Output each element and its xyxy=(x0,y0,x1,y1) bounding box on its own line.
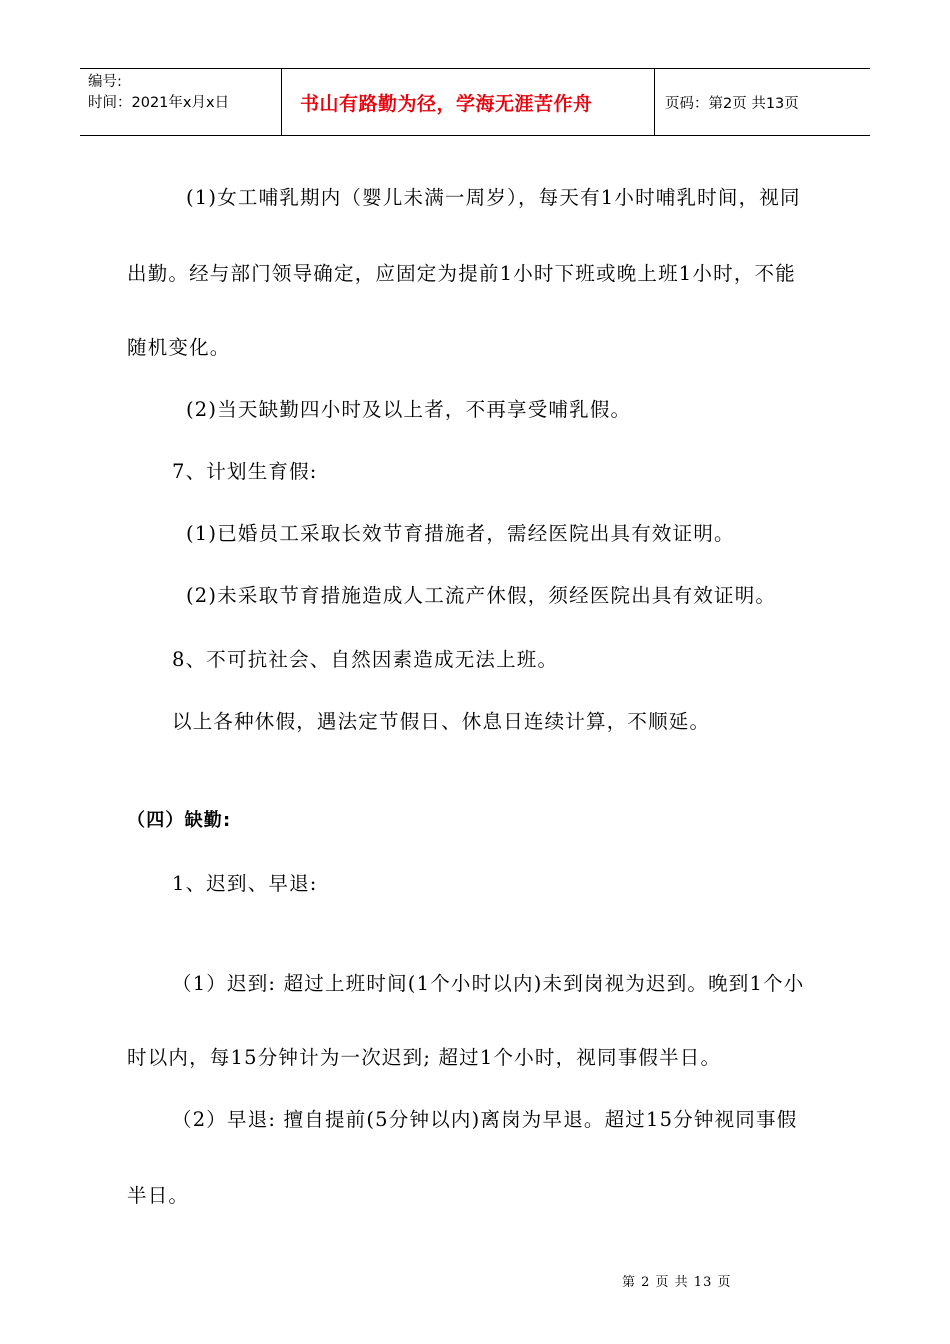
header-motto: 书山有路勤为径，学海无涯苦作舟 xyxy=(282,69,655,135)
paragraph-line: （2）早退: 擅自提前(5分钟以内)离岗为早退。超过15分钟视同事假 xyxy=(172,1108,798,1131)
paragraph-line: 出勤。经与部门领导确定，应固定为提前1小时下班或晚上班1小时，不能 xyxy=(127,262,796,285)
paragraph-line: 随机变化。 xyxy=(127,336,231,359)
paragraph-line: 7、计划生育假: xyxy=(172,460,318,483)
header-page-info: 页码：第2页 共13页 xyxy=(665,95,799,112)
paragraph-line: 时以内，每15分钟计为一次迟到; 超过1个小时，视同事假半日。 xyxy=(127,1046,722,1069)
paragraph-line: (1)已婚员工采取长效节育措施者，需经医院出具有效证明。 xyxy=(186,522,735,545)
paragraph-line: 8、不可抗社会、自然因素造成无法上班。 xyxy=(172,648,559,671)
paragraph-line: (2)当天缺勤四小时及以上者，不再享受哺乳假。 xyxy=(186,398,632,421)
document-code-label: 编号: xyxy=(88,74,122,90)
paragraph-line: 1、迟到、早退: xyxy=(172,872,318,895)
page-header xyxy=(80,68,870,136)
paragraph-line: (2)未采取节育措施造成人工流产休假，须经医院出具有效证明。 xyxy=(186,584,777,607)
document-time-label: 时间：2021年x月x日 xyxy=(88,95,230,111)
paragraph-line: (1)女工哺乳期内（婴儿未满一周岁），每天有1小时哺乳时间，视同 xyxy=(186,186,801,209)
paragraph-line: （1）迟到: 超过上班时间(1个小时以内)未到岗视为迟到。晚到1个小 xyxy=(172,972,805,995)
section-heading: （四）缺勤: xyxy=(127,810,232,831)
page-footer: 第 2 页 共 13 页 xyxy=(622,1275,732,1290)
paragraph-line: 半日。 xyxy=(127,1184,190,1207)
paragraph-line: 以上各种休假，遇法定节假日、休息日连续计算，不顺延。 xyxy=(172,710,711,733)
header-meta xyxy=(80,69,282,135)
